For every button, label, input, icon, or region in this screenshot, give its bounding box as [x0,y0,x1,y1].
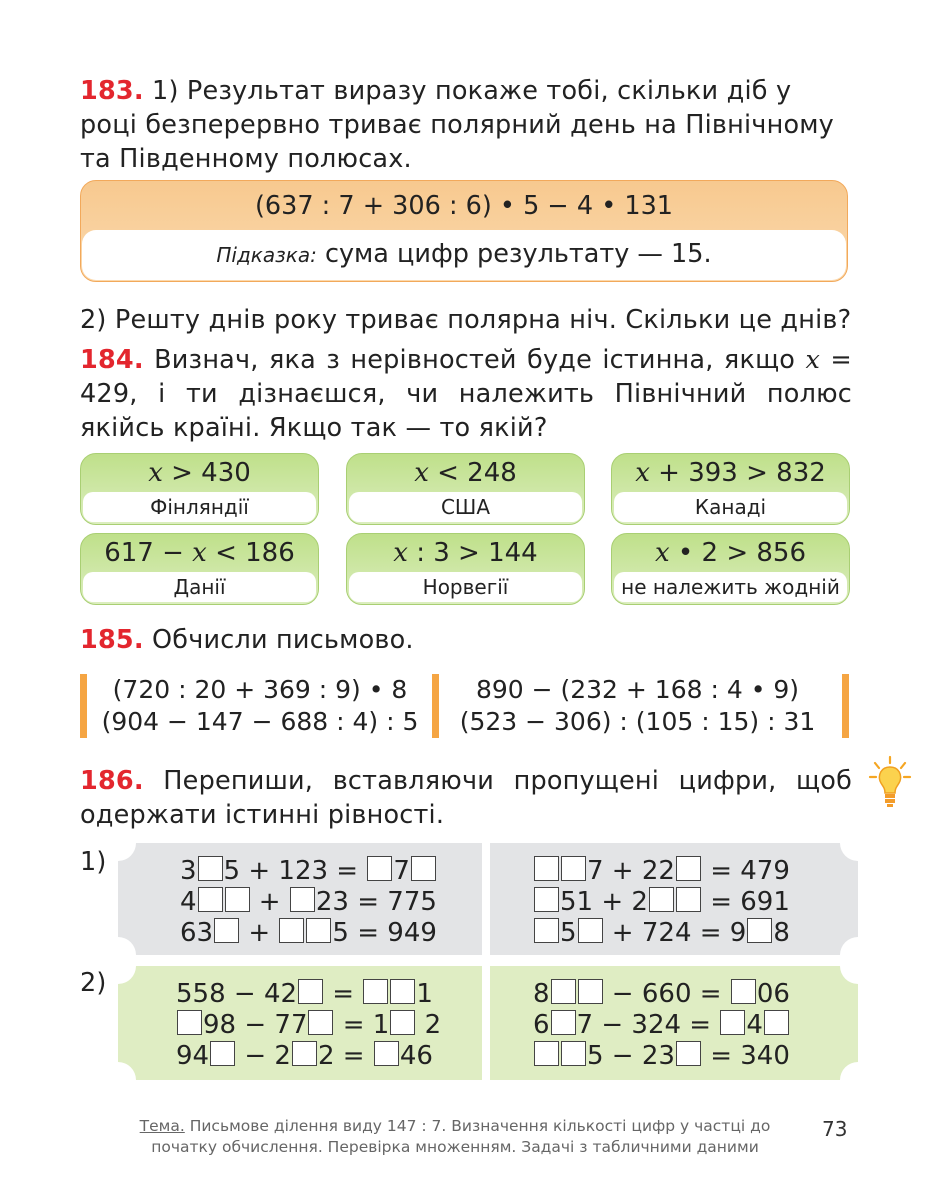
missing-digit-box [764,1010,789,1035]
missing-digit-box [731,979,756,1004]
task-number-184: 184. [80,345,144,375]
inequality-card [611,533,850,605]
missing-digit-box [551,1010,576,1035]
equation: 94 − 2 2 = 46 [176,1041,433,1071]
task-183-text [80,74,855,176]
equation: 3 5 + 123 = 7 [180,856,437,887]
missing-digit-box [676,887,701,912]
inequality-expression: 617 − x < 186 [104,538,295,568]
inequality-card [80,533,319,605]
missing-digit-box [561,1041,586,1066]
expression-183: (637 : 7 + 306 : 6) • 5 − 4 • 131 [254,191,674,221]
missing-digit-box [676,856,701,881]
label-1: 1) [80,847,107,877]
missing-digit-box [290,887,315,912]
country-label: США [349,492,582,522]
missing-digit-box [390,1010,415,1035]
equation: 558 − 42 = 1 [176,979,433,1009]
missing-digit-box [534,887,559,912]
topic-label: Тема. [139,1117,185,1135]
task-184-text-a: Визнач, яка з нерівностей буде істинна, якщо [143,345,806,375]
label-2: 2) [80,968,107,998]
task-186-instruction: Перепиши, вставляючи пропущені цифри, щоб одержати істинні рівності. [80,766,852,830]
missing-digit-box [198,856,223,881]
missing-digit-box [306,918,331,943]
inequality-expression: x < 248 [414,458,517,488]
missing-digit-box [177,1010,202,1035]
missing-digit-box [279,918,304,943]
missing-digit-box [292,1041,317,1066]
country-label: Канаді [614,492,847,522]
page-number: 73 [822,1117,848,1141]
equations-1-right [533,856,790,949]
missing-digit-box [367,856,392,881]
equation: 6 7 − 324 = 4 [533,1010,790,1041]
inequality-expression: x + 393 > 832 [635,458,826,488]
lightbulb-icon [868,755,912,811]
missing-digit-box [578,918,603,943]
calc-right-1: 890 − (232 + 168 : 4 • 9) [475,675,800,704]
missing-digit-box [225,887,250,912]
inequality-expression: x • 2 > 856 [654,538,807,568]
inequality-expression: x : 3 > 144 [393,538,538,568]
missing-digit-box [390,979,415,1004]
inequality-card [346,533,585,605]
task-185-text [80,623,414,657]
country-label: Фінляндії [83,492,316,522]
topic-text: Письмове ділення виду 147 : 7. Визначення кількості цифр у частці до початку обчислення. Перевірка множенням. Задачі з табличними даними [151,1117,771,1156]
task-184-text [80,343,852,445]
equation: 4 + 23 = 775 [180,887,437,917]
task-186-text [80,764,852,832]
expression-box-183 [80,180,848,282]
equation: 5 + 724 = 9 8 [533,918,790,949]
equation: 7 + 22 = 479 [533,856,790,887]
calc-right-2: (523 − 306) : (105 : 15) : 31 [459,707,816,736]
task-183-part2: 2) Решту днів року триває полярна ніч. Скільки це днів? [80,305,852,335]
page-footer-topic [125,1116,785,1158]
missing-digit-box [214,918,239,943]
missing-digit-box [374,1041,399,1066]
inequality-card [346,453,585,525]
task-number-185: 185. [80,625,144,655]
calc-left-1: (720 : 20 + 369 : 9) • 8 [112,675,408,704]
equation: 51 + 2 = 691 [533,887,790,918]
inequality-expression: x > 430 [148,458,251,488]
missing-digit-box [298,979,323,1004]
inequality-card [611,453,850,525]
equations-2-left [176,979,441,1072]
missing-digit-box [210,1041,235,1066]
missing-digit-box [676,1041,701,1066]
missing-digit-box [198,887,223,912]
variable-x: x [805,345,821,375]
missing-digit-box [411,856,436,881]
hint-text: сума цифр результату — 15. [316,239,712,269]
hint-183 [82,230,846,280]
missing-digit-box [720,1010,745,1035]
task-number-183: 183. [80,76,144,106]
missing-digit-box [534,856,559,881]
divider-bar [80,674,87,738]
calc-right [450,674,825,738]
divider-bar [842,674,849,738]
task-184-text-c: = 429, і ти дізнаєшся, чи належить Північний полюс якійсь країні. Якщо так — то якій? [80,345,852,443]
equations-2-right [533,979,790,1072]
country-label: Норвегії [349,572,582,602]
missing-digit-box [551,979,576,1004]
equations-1-left [180,856,437,949]
equation: 5 − 23 = 340 [533,1041,790,1072]
calc-left [100,674,420,738]
country-label: Данії [83,572,316,602]
equation: 63 + 5 = 949 [180,918,437,948]
calc-left-2: (904 − 147 − 688 : 4) : 5 [101,707,419,736]
missing-digit-box [308,1010,333,1035]
country-label: не належить жодній [614,572,847,602]
missing-digit-box [649,887,674,912]
missing-digit-box [363,979,388,1004]
missing-digit-box [561,856,586,881]
inequality-card [80,453,319,525]
task-185-instruction: Обчисли письмово. [143,625,414,655]
task-number-186: 186. [80,766,144,796]
missing-digit-box [747,918,772,943]
missing-digit-box [534,1041,559,1066]
equation: 98 − 77 = 1 2 [176,1010,441,1041]
task-183-intro: 1) Результат виразу покаже тобі, скільки діб у році безперервно триває полярний день на Північному та Південному полюсах. [80,76,834,174]
missing-digit-box [578,979,603,1004]
equation: 8 − 660 = 06 [533,979,790,1009]
hint-label: Підказка: [216,243,317,267]
missing-digit-box [534,918,559,943]
divider-bar [432,674,439,738]
